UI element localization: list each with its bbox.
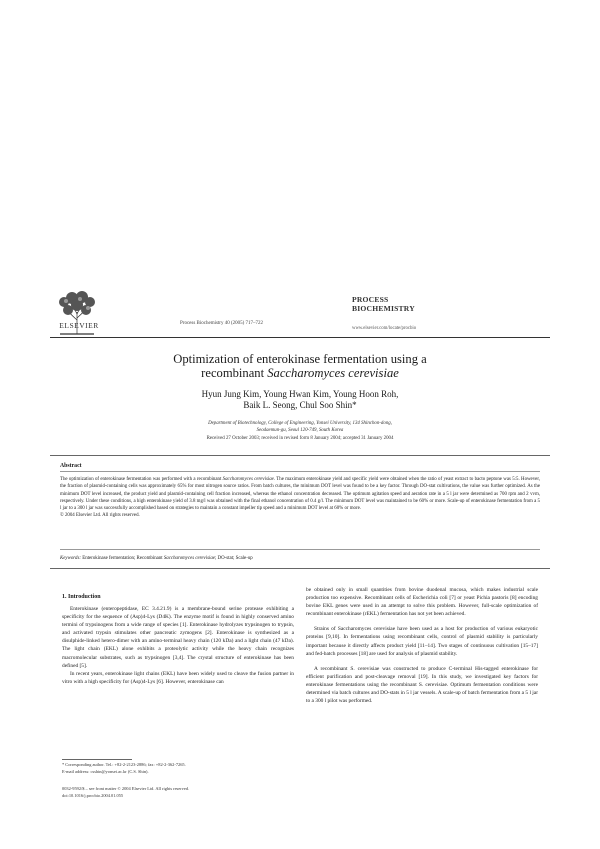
abstract-heading: Abstract (60, 463, 82, 469)
footnote (62, 762, 302, 775)
affiliation-line2: Seodaemun-gu, Seoul 120-749, South Korea (256, 428, 344, 433)
affiliation-line1: Department of Biotechnology, College of Engineering, Yonsei University, 134 Shinchon-dong, (208, 421, 392, 426)
front-matter-line: 0032-9592/$ – see front matter © 2004 Elsevier Ltd. All rights reserved. (62, 786, 190, 791)
article-title (60, 352, 540, 380)
keywords-species: Saccharomyces cerevisiae (163, 556, 215, 561)
abstract-species: Saccharomyces cerevisiae (222, 477, 274, 482)
title-rule (50, 455, 550, 456)
right-paragraph: A recombinant S. cerevisiae was constructed to produce C-terminal His-tagged enterokinase for efficient purification and post-cleavage removal [19]. In this study, we investigated key factors for enterokinase fermentations using the recombinant S. cerevisiae. Optimum fermentation conditions were determined via batch cultures and DO-stats in 5 l jar vessels. A scale-up of batch fermentation from a 5 l jar to a 300 l pilot was performed. (306, 665, 538, 705)
right-paragraph: be obtained only in small quantities from bovine duodenal mucosa, which makes industrial scale production too expensive. Recombinant cells of Escherichia coli [7] or yeast Pichia pastoris [8] encoding bovine EKL genes were used in an attempt to solve this problem. However, full-scale optimization of recombinant enterokinase (rEKL) fermentation has not yet been achieved. (306, 587, 538, 618)
abstract-text-b: . The maximum enterokinase yield and specific yield were obtained when the ratio of yeast extract to bacto peptone was 5:5. However, the fraction of plasmid-containing cells was approximately 65% for most nitrogen source ratios. From batch cultures, the minimum DOT level was found to be a key factor. Through DO-stat cultivations, the value was further optimized. As the minimum DOT level increased, the product yield and plasmid-containing cell fraction increased, whereas the ethanol concentration decreased. The optimum agitation speed and aeration rate in a 5 l jar were determined as 700 rpm and 2 vvm, respectively. Under these conditions, a high enterokinase yield of 3.8 mg/l was obtained with the final ethanol concentration of 0.4 g/l. The minimum DOT level was maintained to be 60% or more. Scale-up of enterokinase fermentation from a 5 l jar to a 300 l jar was successfully accomplished based on strategies to maintain a constant impeller tip speed and a minimum DOT level at 60% or more. (60, 477, 540, 512)
left-column (62, 605, 294, 686)
abstract-rule-top (60, 471, 540, 472)
corresponding-author: * Corresponding author. Tel.: +82-2-2123-2886; fax: +82-2-362-7265. (62, 762, 186, 767)
title-line2 (60, 366, 540, 380)
header-rule (50, 337, 550, 338)
footnote-rule (62, 759, 132, 760)
journal-title (352, 295, 415, 313)
title-species: Saccharomyces cerevisiae (267, 366, 399, 380)
received-dates: Received 27 October 2003; received in revised form 8 January 2004; accepted 31 January 2004 (206, 436, 394, 441)
journal-title-line2: BIOCHEMISTRY (352, 304, 415, 313)
keywords-text-a: Enterokinase fermentation; Recombinant (81, 556, 164, 561)
keywords (60, 556, 540, 561)
right-paragraph: Strains of Saccharomyces cerevisiae have been used as a host for production of various eukaryotic proteins [9,10]. In fermentations using recombinant cells, control of plasmid stability is particularly important because it directly affects product yield [11–14]. Two stages of continuous cultivation [15–17] and fed-batch processes [18] are used for analysis of plasmid stability. (306, 626, 538, 657)
right-column (306, 586, 538, 705)
abstract-text-a: The optimization of enterokinase fermentation was performed with a recombinant (60, 477, 223, 482)
left-paragraph: Enterokinase (enteropeptidase, EC 3.4.21.9) is a membrane-bound serine protease exhibiting a specificity for the sequence of (Asp)4-Lys (D4K). The enzyme motif is found in highly conserved amino termini of trypsinogens from a wide range of species [1]. Enterokinase hydrolyzes trypsinogen to trypsin, and activated trypsin stimulates other pancreatic zymogens [2]. Enterokinase is synthesized as a disulphide-linked hetero-dimer with an amino-terminal heavy chain (120 kDa) and a light chain (47 kDa). The light chain (EKL) alone exhibits a proteolytic activity while the heavy chain recognizes macromolecular substrates, such as trypsinogen [3,4]. The crystal structure of enterokinase has been defined [5]. (62, 606, 294, 669)
keywords-rule (50, 568, 550, 569)
affiliation (60, 420, 540, 434)
abstract-body (60, 476, 540, 520)
author-list (60, 389, 540, 411)
authors-line1: Hyun Jung Kim, Young Hwan Kim, Young Hoon Roh, (201, 389, 399, 399)
page-footer (62, 786, 302, 799)
abstract-rule-bottom (60, 549, 540, 550)
journal-title-line1: PROCESS (352, 295, 389, 304)
doi[interactable]: doi:10.1016/j.procbio.2004.01.055 (62, 792, 124, 798)
section-heading: 1. Introduction (62, 594, 101, 600)
left-paragraph: In recent years, enterokinase light chains (EKL) have been widely used to cleave the fusion partner in vitro with a high specificity for (Asp)4-Lys [6]. However, enterokinase can (62, 670, 294, 685)
keywords-label: Keywords: (60, 556, 82, 561)
journal-url[interactable]: www.elsevier.com/locate/procbio (352, 326, 417, 331)
publisher-name: ELSEVIER (59, 321, 99, 330)
keywords-text-b: ; DO-stat; Scale-up (214, 556, 253, 561)
author-email[interactable]: E-mail address: csshin@yonsei.ac.kr (C.S. Shin). (62, 768, 149, 774)
authors-line2: Baik L. Seong, Chul Soo Shin* (243, 400, 357, 410)
abstract-copyright: © 2004 Elsevier Ltd. All rights reserved. (60, 513, 140, 519)
title-line2-prefix: recombinant (201, 366, 268, 380)
journal-citation: Process Biochemistry 40 (2005) 717–722 (180, 321, 264, 326)
title-line1: Optimization of enterokinase fermentation using a (173, 352, 427, 366)
